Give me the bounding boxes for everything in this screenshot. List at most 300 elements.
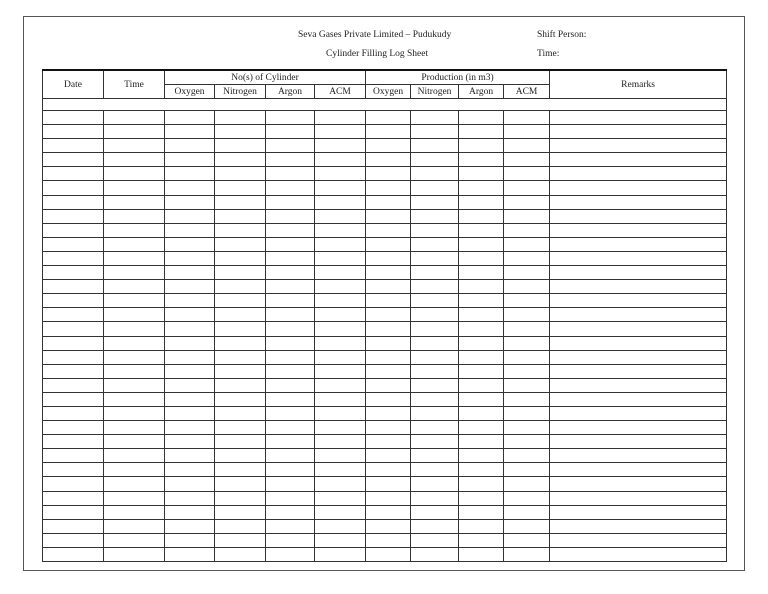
cell-prod-argon xyxy=(459,519,504,533)
cell-time xyxy=(104,350,165,364)
cell-prod-acm xyxy=(504,449,550,463)
cell-cyl-argon xyxy=(266,195,315,209)
cell-prod-nitrogen xyxy=(411,336,459,350)
log-row xyxy=(43,491,727,505)
cell-cyl-acm xyxy=(315,435,366,449)
cell-time xyxy=(104,280,165,294)
cell-time xyxy=(104,308,165,322)
cell-remarks xyxy=(550,237,727,251)
cell-date xyxy=(43,449,104,463)
cell-date xyxy=(43,421,104,435)
cell-cyl-acm xyxy=(315,266,366,280)
log-row xyxy=(43,505,727,519)
cell-cyl-oxygen xyxy=(165,463,215,477)
production-argon-header: Argon xyxy=(459,85,504,99)
cell-prod-nitrogen xyxy=(411,167,459,181)
cell-remarks xyxy=(550,505,727,519)
cell-cyl-oxygen xyxy=(165,251,215,265)
log-row xyxy=(43,167,727,181)
cell-cyl-acm xyxy=(315,477,366,491)
cell-cyl-nitrogen xyxy=(215,421,266,435)
cell-cyl-nitrogen xyxy=(215,449,266,463)
cell-date xyxy=(43,266,104,280)
log-row xyxy=(43,111,727,125)
production-nitrogen-header: Nitrogen xyxy=(411,85,459,99)
cylinder-oxygen-header: Oxygen xyxy=(165,85,215,99)
cell-cyl-oxygen xyxy=(165,336,215,350)
cell-prod-acm xyxy=(504,125,550,139)
log-row xyxy=(43,280,727,294)
cell-cyl-argon xyxy=(266,125,315,139)
cell-prod-argon xyxy=(459,547,504,561)
cell-date xyxy=(43,392,104,406)
cell-date xyxy=(43,125,104,139)
cell-prod-argon xyxy=(459,181,504,195)
cell-prod-nitrogen xyxy=(411,477,459,491)
log-row xyxy=(43,308,727,322)
cell-cyl-acm xyxy=(315,308,366,322)
cell-remarks xyxy=(550,547,727,561)
cell-time xyxy=(104,533,165,547)
cell-prod-oxygen xyxy=(366,364,411,378)
cell-time xyxy=(104,294,165,308)
cell-time xyxy=(104,195,165,209)
cell-time xyxy=(104,167,165,181)
cell-prod-argon xyxy=(459,195,504,209)
log-row xyxy=(43,139,727,153)
cell-cyl-acm xyxy=(315,378,366,392)
cell-cyl-oxygen xyxy=(165,364,215,378)
cell-cyl-argon xyxy=(266,280,315,294)
cell-cyl-nitrogen xyxy=(215,519,266,533)
cell-cyl-acm xyxy=(315,280,366,294)
cell-date xyxy=(43,111,104,125)
cell-cyl-nitrogen xyxy=(215,505,266,519)
cell-cyl-argon xyxy=(266,167,315,181)
cell-cyl-argon xyxy=(266,308,315,322)
cell-cyl-argon xyxy=(266,350,315,364)
cell-prod-oxygen xyxy=(366,336,411,350)
cell-prod-argon xyxy=(459,294,504,308)
log-row xyxy=(43,378,727,392)
cell-prod-argon xyxy=(459,322,504,336)
cell-cyl-nitrogen xyxy=(215,392,266,406)
cell-remarks xyxy=(550,435,727,449)
cell-prod-argon xyxy=(459,223,504,237)
cell-cyl-oxygen xyxy=(165,266,215,280)
cell-cyl-argon xyxy=(266,547,315,561)
cell-prod-argon xyxy=(459,533,504,547)
cell-prod-oxygen xyxy=(366,463,411,477)
cell-remarks xyxy=(550,421,727,435)
cell-prod-argon xyxy=(459,364,504,378)
cell-cyl-acm xyxy=(315,294,366,308)
time-header: Time xyxy=(104,70,165,99)
cell-remarks xyxy=(550,111,727,125)
cell-prod-argon xyxy=(459,153,504,167)
cell-date xyxy=(43,209,104,223)
cell-cyl-acm xyxy=(315,322,366,336)
cell-cyl-nitrogen xyxy=(215,111,266,125)
cell-cyl-argon xyxy=(266,392,315,406)
cell-prod-nitrogen xyxy=(411,364,459,378)
cell-cyl-argon xyxy=(266,336,315,350)
cell-cyl-oxygen xyxy=(165,209,215,223)
cell-cyl-oxygen xyxy=(165,378,215,392)
production-group-header: Production (in m3) xyxy=(366,70,550,85)
cell-time xyxy=(104,421,165,435)
cell-prod-argon xyxy=(459,435,504,449)
cell-prod-argon xyxy=(459,378,504,392)
cell-cyl-oxygen xyxy=(165,125,215,139)
cell-cyl-oxygen xyxy=(165,547,215,561)
remarks-header: Remarks xyxy=(550,70,727,99)
cell-cyl-acm xyxy=(315,223,366,237)
cell-remarks xyxy=(550,125,727,139)
cell-cyl-acm xyxy=(315,237,366,251)
cell-prod-oxygen xyxy=(366,435,411,449)
cell-cyl-acm xyxy=(315,139,366,153)
cell-cyl-argon xyxy=(266,378,315,392)
log-row xyxy=(43,364,727,378)
cell-cyl-acm xyxy=(315,251,366,265)
cell-cyl-argon xyxy=(266,294,315,308)
cell-cyl-oxygen xyxy=(165,294,215,308)
cell-prod-acm xyxy=(504,547,550,561)
log-row xyxy=(43,209,727,223)
cell-cyl-acm xyxy=(315,463,366,477)
cell-prod-nitrogen xyxy=(411,350,459,364)
cell-remarks xyxy=(550,209,727,223)
cell-cyl-acm xyxy=(315,519,366,533)
spacer-cell xyxy=(43,99,727,111)
cell-cyl-oxygen xyxy=(165,406,215,420)
cell-prod-acm xyxy=(504,322,550,336)
cell-prod-acm xyxy=(504,139,550,153)
sheet-title: Cylinder Filling Log Sheet xyxy=(326,49,429,59)
cell-cyl-argon xyxy=(266,266,315,280)
cell-remarks xyxy=(550,406,727,420)
log-row xyxy=(43,406,727,420)
cell-prod-nitrogen xyxy=(411,153,459,167)
cell-remarks xyxy=(550,378,727,392)
date-header: Date xyxy=(43,70,104,99)
cell-cyl-acm xyxy=(315,421,366,435)
cell-prod-argon xyxy=(459,167,504,181)
cell-cyl-nitrogen xyxy=(215,308,266,322)
cell-cyl-oxygen xyxy=(165,195,215,209)
cell-remarks xyxy=(550,266,727,280)
cell-prod-nitrogen xyxy=(411,111,459,125)
cell-cyl-argon xyxy=(266,111,315,125)
cell-prod-argon xyxy=(459,463,504,477)
cell-remarks xyxy=(550,280,727,294)
cell-cyl-argon xyxy=(266,519,315,533)
cell-date xyxy=(43,533,104,547)
cell-prod-oxygen xyxy=(366,491,411,505)
cell-remarks xyxy=(550,533,727,547)
cell-cyl-oxygen xyxy=(165,491,215,505)
cell-date xyxy=(43,322,104,336)
cell-prod-nitrogen xyxy=(411,547,459,561)
cell-prod-oxygen xyxy=(366,167,411,181)
cell-date xyxy=(43,294,104,308)
cell-prod-argon xyxy=(459,209,504,223)
cell-cyl-acm xyxy=(315,336,366,350)
cell-cyl-argon xyxy=(266,209,315,223)
cell-cyl-nitrogen xyxy=(215,491,266,505)
cell-prod-nitrogen xyxy=(411,308,459,322)
log-row xyxy=(43,421,727,435)
cell-date xyxy=(43,519,104,533)
cylinder-log-table xyxy=(42,69,727,562)
cell-time xyxy=(104,519,165,533)
log-row xyxy=(43,435,727,449)
cell-prod-nitrogen xyxy=(411,505,459,519)
cell-date xyxy=(43,153,104,167)
cell-prod-oxygen xyxy=(366,519,411,533)
cell-prod-acm xyxy=(504,167,550,181)
cell-remarks xyxy=(550,153,727,167)
cell-time xyxy=(104,378,165,392)
cell-cyl-nitrogen xyxy=(215,251,266,265)
cell-cyl-argon xyxy=(266,435,315,449)
cell-remarks xyxy=(550,364,727,378)
cell-date xyxy=(43,378,104,392)
cell-prod-oxygen xyxy=(366,406,411,420)
cell-prod-oxygen xyxy=(366,533,411,547)
cell-date xyxy=(43,435,104,449)
cell-cyl-acm xyxy=(315,181,366,195)
cell-cyl-argon xyxy=(266,463,315,477)
cell-prod-acm xyxy=(504,209,550,223)
cell-cyl-oxygen xyxy=(165,237,215,251)
cell-prod-oxygen xyxy=(366,251,411,265)
cell-prod-nitrogen xyxy=(411,237,459,251)
cell-prod-argon xyxy=(459,139,504,153)
cell-prod-oxygen xyxy=(366,223,411,237)
log-row xyxy=(43,251,727,265)
cell-cyl-oxygen xyxy=(165,435,215,449)
cell-prod-acm xyxy=(504,491,550,505)
cylinder-count-group-header: No(s) of Cylinder xyxy=(165,70,366,85)
cell-prod-acm xyxy=(504,251,550,265)
cell-prod-acm xyxy=(504,463,550,477)
cell-cyl-oxygen xyxy=(165,449,215,463)
cell-prod-nitrogen xyxy=(411,378,459,392)
cell-prod-nitrogen xyxy=(411,195,459,209)
cell-time xyxy=(104,463,165,477)
cell-prod-acm xyxy=(504,519,550,533)
cell-cyl-nitrogen xyxy=(215,364,266,378)
cell-cyl-acm xyxy=(315,392,366,406)
cell-remarks xyxy=(550,223,727,237)
cell-cyl-oxygen xyxy=(165,111,215,125)
cell-prod-oxygen xyxy=(366,266,411,280)
cell-date xyxy=(43,167,104,181)
cell-cyl-acm xyxy=(315,209,366,223)
cell-prod-acm xyxy=(504,392,550,406)
cell-cyl-acm xyxy=(315,406,366,420)
cell-prod-oxygen xyxy=(366,547,411,561)
cell-time xyxy=(104,125,165,139)
cell-prod-nitrogen xyxy=(411,223,459,237)
cell-remarks xyxy=(550,294,727,308)
cell-cyl-oxygen xyxy=(165,223,215,237)
cell-prod-nitrogen xyxy=(411,125,459,139)
cell-time xyxy=(104,266,165,280)
cell-time xyxy=(104,364,165,378)
cell-cyl-argon xyxy=(266,322,315,336)
cell-date xyxy=(43,491,104,505)
cell-prod-nitrogen xyxy=(411,519,459,533)
cell-prod-acm xyxy=(504,350,550,364)
cell-date xyxy=(43,350,104,364)
cell-date xyxy=(43,251,104,265)
cell-cyl-nitrogen xyxy=(215,153,266,167)
cell-cyl-acm xyxy=(315,350,366,364)
cell-prod-acm xyxy=(504,533,550,547)
cell-remarks xyxy=(550,519,727,533)
cell-time xyxy=(104,449,165,463)
cell-prod-acm xyxy=(504,223,550,237)
cell-prod-acm xyxy=(504,421,550,435)
cell-prod-nitrogen xyxy=(411,435,459,449)
cell-prod-nitrogen xyxy=(411,294,459,308)
cell-cyl-oxygen xyxy=(165,308,215,322)
cell-prod-oxygen xyxy=(366,153,411,167)
cell-time xyxy=(104,547,165,561)
log-row xyxy=(43,449,727,463)
cell-cyl-argon xyxy=(266,533,315,547)
cell-cyl-oxygen xyxy=(165,139,215,153)
cell-cyl-acm xyxy=(315,195,366,209)
cell-time xyxy=(104,336,165,350)
cell-prod-oxygen xyxy=(366,195,411,209)
cell-cyl-nitrogen xyxy=(215,266,266,280)
cell-prod-argon xyxy=(459,251,504,265)
log-row xyxy=(43,533,727,547)
cell-date xyxy=(43,195,104,209)
cell-time xyxy=(104,505,165,519)
cell-time xyxy=(104,209,165,223)
shift-person-label: Shift Person: xyxy=(537,30,587,40)
cell-prod-acm xyxy=(504,266,550,280)
cell-date xyxy=(43,139,104,153)
cell-prod-acm xyxy=(504,477,550,491)
cell-date xyxy=(43,308,104,322)
cell-prod-acm xyxy=(504,378,550,392)
cell-remarks xyxy=(550,392,727,406)
cell-cyl-argon xyxy=(266,364,315,378)
cell-cyl-nitrogen xyxy=(215,533,266,547)
cell-prod-nitrogen xyxy=(411,463,459,477)
log-row xyxy=(43,294,727,308)
cell-prod-oxygen xyxy=(366,280,411,294)
cell-cyl-acm xyxy=(315,364,366,378)
cell-cyl-acm xyxy=(315,449,366,463)
cell-time xyxy=(104,181,165,195)
cell-date xyxy=(43,336,104,350)
cell-date xyxy=(43,237,104,251)
cylinder-argon-header: Argon xyxy=(266,85,315,99)
cell-cyl-nitrogen xyxy=(215,435,266,449)
cell-date xyxy=(43,505,104,519)
cell-prod-oxygen xyxy=(366,294,411,308)
cell-prod-nitrogen xyxy=(411,491,459,505)
cell-prod-acm xyxy=(504,364,550,378)
cell-prod-argon xyxy=(459,505,504,519)
cell-prod-acm xyxy=(504,336,550,350)
cell-cyl-acm xyxy=(315,491,366,505)
cell-prod-argon xyxy=(459,111,504,125)
cell-time xyxy=(104,237,165,251)
log-row xyxy=(43,463,727,477)
cell-prod-argon xyxy=(459,477,504,491)
cell-date xyxy=(43,406,104,420)
cell-cyl-acm xyxy=(315,547,366,561)
log-row xyxy=(43,153,727,167)
cell-prod-oxygen xyxy=(366,350,411,364)
log-row xyxy=(43,237,727,251)
cell-cyl-argon xyxy=(266,181,315,195)
cell-prod-argon xyxy=(459,266,504,280)
cell-prod-argon xyxy=(459,421,504,435)
cell-date xyxy=(43,223,104,237)
cell-time xyxy=(104,322,165,336)
production-acm-header: ACM xyxy=(504,85,550,99)
cell-cyl-oxygen xyxy=(165,350,215,364)
log-row xyxy=(43,392,727,406)
cell-cyl-acm xyxy=(315,111,366,125)
log-row xyxy=(43,195,727,209)
cell-time xyxy=(104,392,165,406)
cell-prod-nitrogen xyxy=(411,266,459,280)
cell-cyl-nitrogen xyxy=(215,237,266,251)
cell-prod-acm xyxy=(504,280,550,294)
log-row xyxy=(43,223,727,237)
cell-prod-oxygen xyxy=(366,209,411,223)
cell-prod-oxygen xyxy=(366,308,411,322)
cell-prod-argon xyxy=(459,392,504,406)
cell-cyl-acm xyxy=(315,125,366,139)
cell-cyl-argon xyxy=(266,477,315,491)
cell-prod-oxygen xyxy=(366,181,411,195)
cell-prod-acm xyxy=(504,111,550,125)
cylinder-nitrogen-header: Nitrogen xyxy=(215,85,266,99)
cell-cyl-nitrogen xyxy=(215,195,266,209)
cell-cyl-nitrogen xyxy=(215,167,266,181)
cell-prod-oxygen xyxy=(366,322,411,336)
cell-prod-argon xyxy=(459,237,504,251)
cell-date xyxy=(43,547,104,561)
company-name: Seva Gases Private Limited – Pudukudy xyxy=(298,30,452,40)
cell-cyl-nitrogen xyxy=(215,322,266,336)
cell-time xyxy=(104,111,165,125)
cell-remarks xyxy=(550,463,727,477)
cell-prod-nitrogen xyxy=(411,251,459,265)
cell-remarks xyxy=(550,477,727,491)
cell-time xyxy=(104,406,165,420)
cell-date xyxy=(43,364,104,378)
cell-cyl-nitrogen xyxy=(215,223,266,237)
cell-cyl-argon xyxy=(266,421,315,435)
cell-cyl-nitrogen xyxy=(215,125,266,139)
cell-prod-acm xyxy=(504,153,550,167)
cell-cyl-oxygen xyxy=(165,392,215,406)
cell-prod-nitrogen xyxy=(411,406,459,420)
cell-time xyxy=(104,491,165,505)
